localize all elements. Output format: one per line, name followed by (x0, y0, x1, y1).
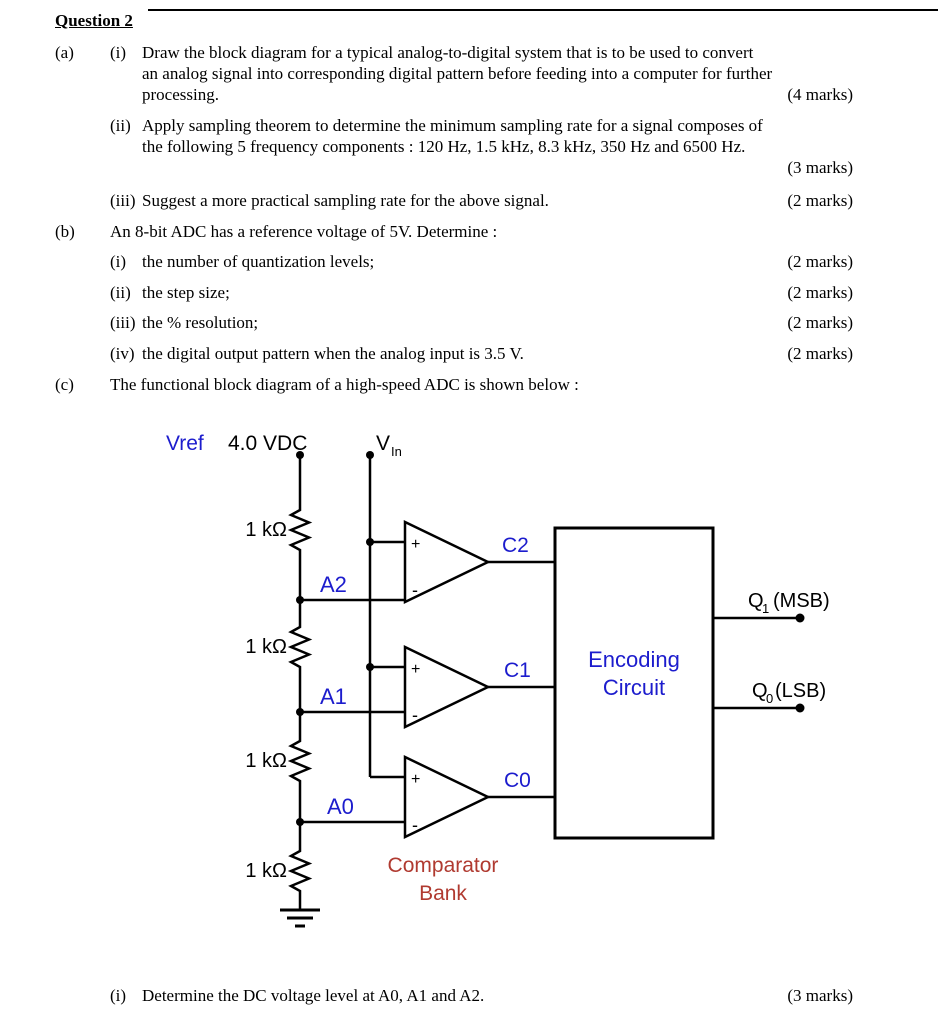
item-a-i-line-2: an analog signal into corresponding digital pattern before feeding into a computer for further (142, 64, 773, 83)
node-a2-dot (296, 596, 304, 604)
resistor-symbol-2 (291, 624, 309, 670)
item-a-i (110, 42, 753, 63)
wires (280, 455, 800, 926)
item-a-iii-line-1: Suggest a more practical sampling rate for the above signal. (142, 191, 549, 210)
vin-branch2-dot (366, 663, 374, 671)
item-b-iii-label: (iii) (110, 313, 136, 332)
item-a-iii-marks: (2 marks) (787, 191, 853, 210)
item-a-ii (110, 115, 763, 136)
q1-output-label: Q (748, 590, 764, 612)
vin-label: V (376, 432, 391, 455)
item-a-iii-label: (iii) (110, 191, 136, 210)
item-b-ii-label: (ii) (110, 283, 131, 302)
item-b-iii-text: the % resolution; (142, 313, 259, 332)
item-b-iv-text: the digital output pattern when the analog input is 3.5 V. (142, 344, 524, 363)
vin-subscript: In (391, 444, 402, 459)
q1-output-subscript: 1 (762, 601, 770, 616)
item-c-i-marks: (3 marks) (787, 986, 853, 1005)
item-a-ii-line-2: the following 5 frequency components : 120 Hz, 1.5 kHz, 8.3 kHz, 350 Hz and 6500 Hz. (142, 137, 746, 156)
comparator-2-minus-sign: - (412, 705, 418, 725)
q0-output-subscript: 0 (766, 691, 774, 706)
vin-branch1-dot (366, 538, 374, 546)
item-b-iv-marks: (2 marks) (787, 344, 853, 363)
comparator-1-plus-sign: + (411, 536, 421, 553)
item-a-i-marks: (4 marks) (787, 85, 853, 104)
resistor-symbol-3 (291, 738, 309, 784)
comparator-3-plus-sign: + (411, 771, 421, 788)
q1-output-suffix: (MSB) (773, 590, 830, 612)
question-title: Question 2 (55, 11, 133, 30)
junction-dots (296, 451, 805, 826)
part-c-label: (c) (55, 375, 74, 394)
vref-label: Vref (166, 432, 204, 455)
item-c-i (110, 985, 484, 1006)
item-b-ii (110, 282, 230, 303)
item-b-ii-text: the step size; (142, 283, 230, 302)
resistor-symbol-4 (291, 848, 309, 894)
item-b-i-label: (i) (110, 252, 127, 271)
node-a0-label: A0 (327, 794, 354, 819)
item-a-ii-line-1: Apply sampling theorem to determine the minimum sampling rate for a signal composes of (142, 116, 763, 135)
comparator-bank-label-line1: Comparator (387, 854, 499, 877)
comparator-3-minus-sign: - (412, 815, 418, 835)
q0-output-suffix: (LSB) (775, 680, 827, 702)
part-a-label: (a) (55, 43, 74, 62)
q1-terminal-dot (796, 614, 805, 623)
item-b-i-marks: (2 marks) (787, 252, 853, 271)
item-b-iii (110, 312, 258, 333)
node-a1-label: A1 (320, 684, 347, 709)
part-b-intro: An 8-bit ADC has a reference voltage of 5V. Determine : (110, 222, 498, 241)
item-a-i-line-1: Draw the block diagram for a typical analog-to-digital system that is to be used to convert (142, 43, 754, 62)
comparator-bank-label-line2: Bank (419, 882, 467, 905)
resistor-symbol-1 (291, 507, 309, 553)
node-a2-label: A2 (320, 572, 347, 597)
resistor-2-label: 1 kΩ (245, 636, 287, 658)
resistor-1-label: 1 kΩ (245, 519, 287, 541)
q0-output-label: Q (752, 680, 768, 702)
q0-terminal-dot (796, 704, 805, 713)
encoder-label-line1: Encoding (588, 647, 680, 672)
item-b-iv (110, 343, 524, 364)
item-a-iii (110, 190, 549, 211)
comparator-1-output-label: C2 (502, 534, 529, 557)
header-rule (148, 9, 938, 11)
vin-junction-dot (366, 451, 374, 459)
comparator-1-minus-sign: - (412, 580, 418, 600)
resistor-4-label: 1 kΩ (245, 860, 287, 882)
adc-diagram (0, 420, 938, 965)
item-b-ii-marks: (2 marks) (787, 283, 853, 302)
item-a-i-label: (i) (110, 43, 127, 62)
item-b-iii-marks: (2 marks) (787, 313, 853, 332)
item-b-i-text: the number of quantization levels; (142, 252, 375, 271)
item-a-i-line-3: processing. (142, 85, 219, 104)
comparator-2-plus-sign: + (411, 661, 421, 678)
part-c-intro: The functional block diagram of a high-speed ADC is shown below : (110, 375, 579, 394)
item-c-i-text: Determine the DC voltage level at A0, A1 and A2. (142, 986, 485, 1005)
ground-icon (280, 910, 320, 926)
item-b-iv-label: (iv) (110, 344, 135, 363)
comparator-2-output-label: C1 (504, 659, 531, 682)
item-a-ii-marks: (3 marks) (787, 158, 853, 177)
item-c-i-label: (i) (110, 986, 127, 1005)
node-a0-dot (296, 818, 304, 826)
vref-value: 4.0 VDC (228, 432, 308, 455)
item-a-ii-label: (ii) (110, 116, 131, 135)
comparator-3-output-label: C0 (504, 769, 531, 792)
node-a1-dot (296, 708, 304, 716)
part-b-label: (b) (55, 222, 75, 241)
item-b-i (110, 251, 374, 272)
encoder-label-line2: Circuit (602, 675, 666, 700)
resistor-3-label: 1 kΩ (245, 750, 287, 772)
